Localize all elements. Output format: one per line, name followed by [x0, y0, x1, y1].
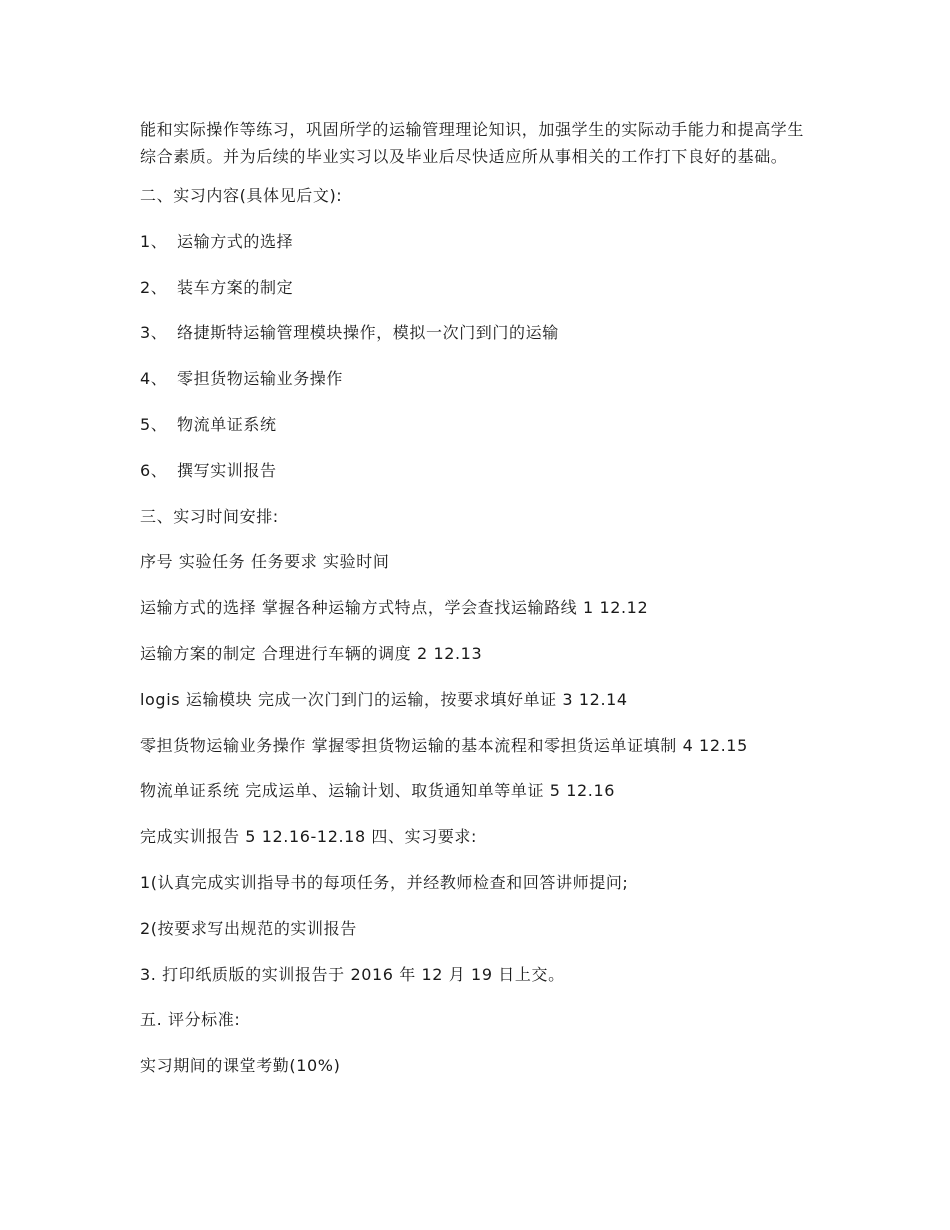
- requirement-item-1: 1(认真完成实训指导书的每项任务，并经教师检查和回答讲师提问;: [140, 872, 629, 892]
- content-item-3: [140, 323, 820, 343]
- item-number: 6、: [140, 460, 168, 480]
- content-item-2: [140, 278, 820, 298]
- document-page: [140, 116, 820, 1102]
- item-text: 零担货物运输业务操作: [177, 369, 344, 389]
- item-text: 运输方式的选择: [177, 231, 294, 251]
- item-text: 装车方案的制定: [177, 277, 294, 297]
- content-item-4: [140, 369, 820, 389]
- item-number: 1、: [140, 231, 168, 251]
- section2-heading: 二、实习内容(具体见后文):: [140, 186, 343, 205]
- schedule-row: 序号 实验任务 任务要求 实验时间: [140, 552, 390, 572]
- schedule-row: 物流单证系统 完成运单、运输计划、取货通知单等单证 5 12.16: [140, 781, 616, 801]
- item-number: 4、: [140, 369, 168, 389]
- intro-paragraph: 能和实际操作等练习，巩固所学的运输管理理论知识，加强学生的实际动手能力和提高学生综合素质。并为后续的毕业实习以及毕业后尽快适应所从事相关的工作打下良好的基础。: [140, 120, 805, 166]
- item-text: 物流单证系统: [177, 414, 277, 434]
- schedule-row: 完成实训报告 5 12.16-12.18 四、实习要求:: [140, 827, 478, 847]
- requirement-item-2: 2(按要求写出规范的实训报告: [140, 918, 357, 938]
- schedule-row: 运输方案的制定 合理进行车辆的调度 2 12.13: [140, 643, 483, 663]
- item-text: 撰写实训报告: [177, 460, 277, 480]
- section5-heading: 五. 评分标准:: [140, 1010, 241, 1030]
- item-number: 5、: [140, 414, 168, 434]
- content-item-6: [140, 461, 820, 481]
- content-item-5: [140, 415, 820, 435]
- requirement-item-3: 3. 打印纸质版的实训报告于 2016 年 12 月 19 日上交。: [140, 964, 565, 984]
- schedule-row: logis 运输模块 完成一次门到门的运输，按要求填好单证 3 12.14: [140, 689, 628, 709]
- grading-item-1: 实习期间的课堂考勤(10%): [140, 1056, 341, 1076]
- schedule-row: 零担货物运输业务操作 掌握零担货物运输的基本流程和零担货运单证填制 4 12.15: [140, 735, 748, 755]
- item-number: 3、: [140, 323, 168, 343]
- content-item-1: [140, 232, 820, 252]
- item-text: 络捷斯特运输管理模块操作，模拟一次门到门的运输: [177, 323, 559, 343]
- item-number: 2、: [140, 277, 168, 297]
- section3-heading: 三、实习时间安排:: [140, 506, 279, 526]
- schedule-row: 运输方式的选择 掌握各种运输方式特点，学会查找运输路线 1 12.12: [140, 598, 649, 618]
